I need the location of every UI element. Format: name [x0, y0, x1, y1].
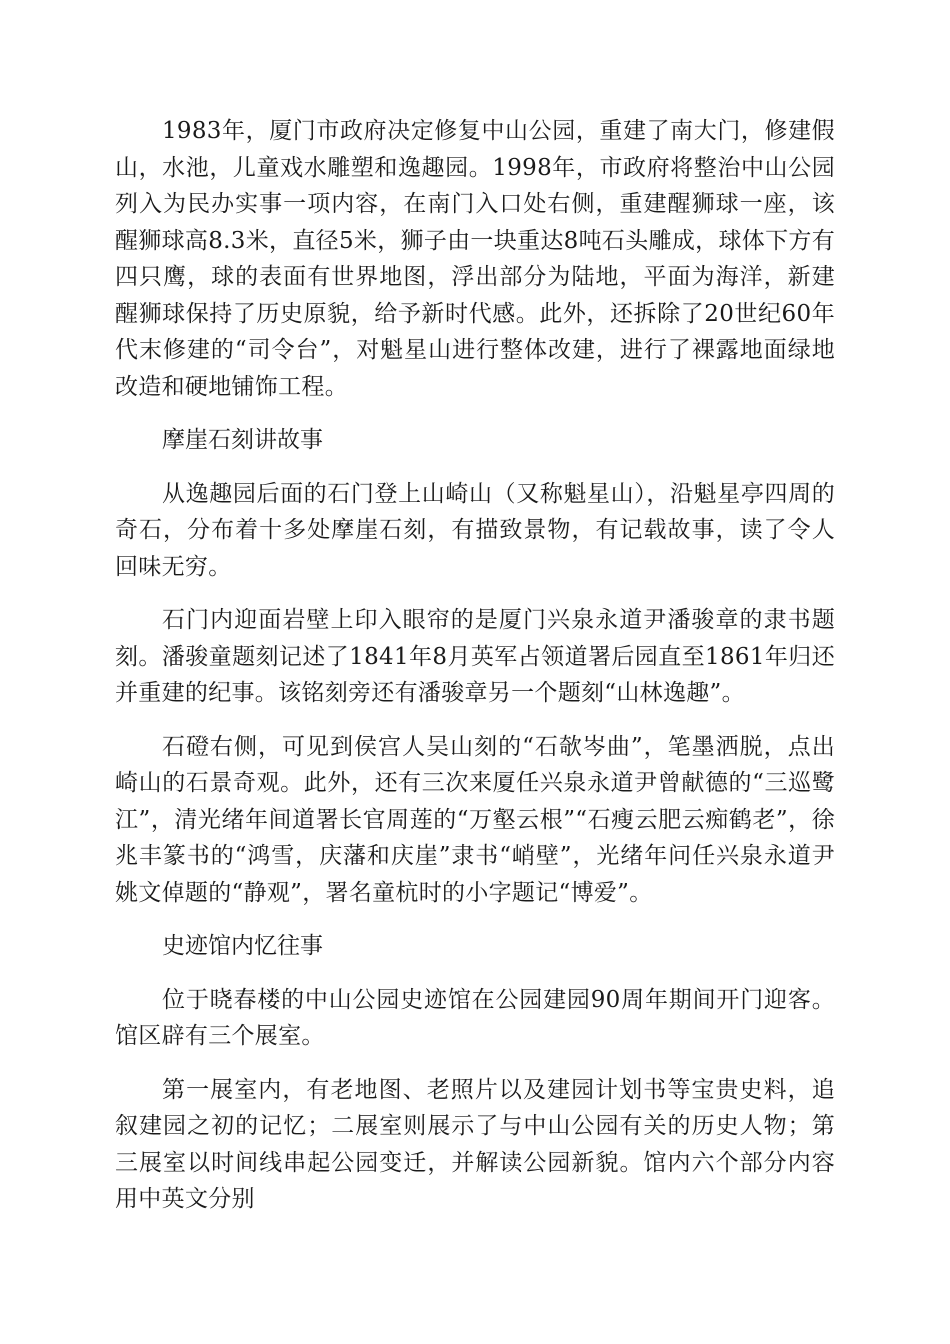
section-heading-history-museum: 史迹馆内忆往事: [162, 933, 323, 959]
paragraph-stone-gate: 从逸趣园后面的石门登上山崎山（又称魁星山），沿魁星亭四周的奇石，分布着十多处摩崖石刻，有描致景物，有记载故事，读了令人回味无穷。: [115, 480, 835, 580]
section-heading-cliff-carvings: 摩崖石刻讲故事: [162, 427, 323, 453]
paragraph-restoration-1983: 1983年，厦门市政府决定修复中山公园，重建了南大门，修建假山，水池，儿童戏水雕塑和逸趣园。1998年，市政府将整治中山公园列入为民办实事一项内容，在南门入口处右侧，重建醒狮球一座，该醒狮球高8.3米，直径5米，狮子由一块重达8吨石头雕成，球体下方有四只鹰，球的表面有世界地图，浮出部分为陆地，平面为海洋，新建醒狮球保持了历史原貌，给予新时代感。此外，还拆除了20世纪60年代末修建的“司令台”，对魁星山进行整体改建，进行了裸露地面绿地改造和硬地铺饰工程。: [115, 118, 835, 400]
document-page: [115, 113, 835, 1235]
paragraph-pan-junzhang-inscription: 石门内迎面岩壁上印入眼帘的是厦门兴泉永道尹潘骏章的隶书题刻。潘骏童题刻记述了1841年8月英军占领道署后园直至1861年归还并重建的纪事。该铭刻旁还有潘骏章另一个题刻“山林逸趣”。: [115, 607, 835, 706]
paragraph-exhibition-rooms: 第一展室内，有老地图、老照片以及建园计划书等宝贵史料，追叙建园之初的记忆；二展室则展示了与中山公园有关的历史人物；第三展室以时间线串起公园变迁，并解读公园新貌。馆内六个部分内容用中英文分别: [115, 1076, 835, 1212]
paragraph-stone-steps-inscriptions: 石磴右侧，可见到侯宫人吴山刻的“石欹岑曲”，笔墨洒脱，点出崎山的石景奇观。此外，还有三次来厦任兴泉永道尹曾献德的“三巡鹭江”，清光绪年间道署长官周莲的“万壑云根”“石瘦云肥云痴鹤老”，徐兆丰篆书的“鸿雪，庆藩和庆崖”隶书“峭壁”，光绪年问任兴泉永道尹姚文倬题的“静观”，署名童杭时的小字题记“博爱”。: [115, 733, 835, 906]
paragraph-museum-intro: 位于晓春楼的中山公园史迹馆在公园建园90周年期间开门迎客。馆区辟有三个展室。: [115, 986, 835, 1049]
